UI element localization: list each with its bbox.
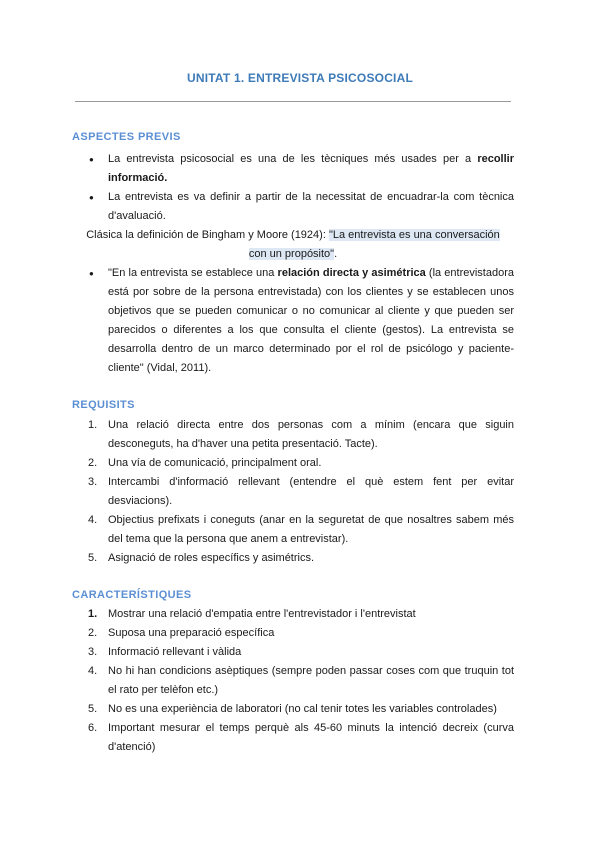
section-aspectes-previs bbox=[72, 150, 514, 378]
list-item bbox=[72, 549, 514, 568]
heading-caracteristiques: CARACTERÍSTIQUES bbox=[72, 589, 192, 601]
heading-aspectes-previs: ASPECTES PREVIS bbox=[72, 131, 181, 143]
list-number: 2. bbox=[88, 457, 98, 469]
list-item bbox=[72, 624, 514, 643]
list-number: 5. bbox=[88, 703, 98, 715]
list-item-text: La entrevista es va definir a partir de la necessitat de encuadrar-la com tècnica d'avaluació. bbox=[108, 191, 514, 222]
list-item-text: Suposa una preparació específica bbox=[108, 627, 275, 639]
list-number: 4. bbox=[88, 665, 98, 677]
list-item-text: "En la entrevista se establece una bbox=[108, 267, 278, 279]
list-item-text: No hi han condicions asèptiques (sempre poden passar coses com que truquin tot el rato per telèfon etc.) bbox=[108, 665, 514, 696]
list-number: 1. bbox=[88, 608, 98, 620]
list-item-text: Una relació directa entre dos personas com a mínim (encara que siguin desconeguts, ha d'haver una petita presentació. Tacte). bbox=[108, 419, 514, 450]
list-item-bold: recollir informació. bbox=[108, 153, 514, 184]
heading-requisits: REQUISITS bbox=[72, 399, 135, 411]
list-number: 3. bbox=[88, 646, 98, 658]
list-number: 3. bbox=[88, 476, 98, 488]
highlighted-quote: "La entrevista es una conversación con un propósito" bbox=[248, 229, 500, 260]
list-item bbox=[72, 188, 514, 226]
list-item-text: La entrevista psicosocial es una de les tècniques més usades per a bbox=[108, 153, 478, 165]
list-number: 5. bbox=[88, 552, 98, 564]
list-item-text: Una vía de comunicació, principalment oral. bbox=[108, 457, 322, 469]
list-item bbox=[72, 662, 514, 700]
bullet-icon: ● bbox=[89, 155, 94, 164]
section-caracteristiques bbox=[72, 605, 514, 757]
list-item bbox=[72, 719, 514, 757]
list-item-bold: relación directa y asimétrica bbox=[277, 267, 426, 279]
list-item bbox=[72, 264, 514, 378]
list-item-text: Informació rellevant i vàlida bbox=[108, 646, 242, 658]
list-item bbox=[72, 473, 514, 511]
page-title: UNITAT 1. ENTREVISTA PSICOSOCIAL bbox=[187, 71, 413, 85]
list-item bbox=[72, 150, 514, 188]
definition-quote bbox=[72, 226, 514, 264]
list-item bbox=[72, 700, 514, 719]
list-item bbox=[72, 605, 514, 624]
list-item bbox=[72, 511, 514, 549]
list-item-text: Mostrar una relació d'empatia entre l'entrevistador i l'entrevistat bbox=[108, 608, 416, 620]
list-number: 6. bbox=[88, 722, 98, 734]
title-divider bbox=[75, 101, 511, 102]
list-item-text: No es una experiència de laboratori (no cal tenir totes les variables controlades) bbox=[108, 703, 497, 715]
list-item-text: Intercambi d'informació rellevant (entendre el què estem fent per evitar desviacions). bbox=[108, 476, 514, 507]
list-number: 2. bbox=[88, 627, 98, 639]
list-item-text-cont: (la entrevistadora está por sobre de la persona entrevistada) con los clientes y se establecen unos objetivos que se pueden comunicar o no comunicar al cliente y que pueden ser parecidos o diferentes a los que consulta el cliente (gestos). La entrevista se desarrolla dentro de un marco determinado por el rol de psicólogo y paciente-cliente" (Vidal, 2011). bbox=[108, 267, 515, 374]
bullet-icon: ● bbox=[89, 269, 94, 278]
list-number: 1. bbox=[88, 419, 98, 431]
list-item bbox=[72, 643, 514, 662]
list-number: 4. bbox=[88, 514, 98, 526]
list-item-text: Important mesurar el temps perquè als 45-60 minuts la intenció decreix (curva d'atenció) bbox=[108, 722, 514, 753]
list-item bbox=[72, 416, 514, 454]
bullet-icon: ● bbox=[89, 193, 94, 202]
quote-intro: Clásica la definición de Bingham y Moore (1924): bbox=[86, 229, 329, 241]
quote-end: . bbox=[334, 248, 338, 260]
list-item-text: Objectius prefixats i coneguts (anar en la seguretat de que nosaltres sabem més del tema que la persona que anem a entrevistar). bbox=[108, 514, 514, 545]
list-item-text: Asignació de roles específics y asimétrics. bbox=[108, 552, 315, 564]
section-requisits bbox=[72, 416, 514, 568]
list-item bbox=[72, 454, 514, 473]
